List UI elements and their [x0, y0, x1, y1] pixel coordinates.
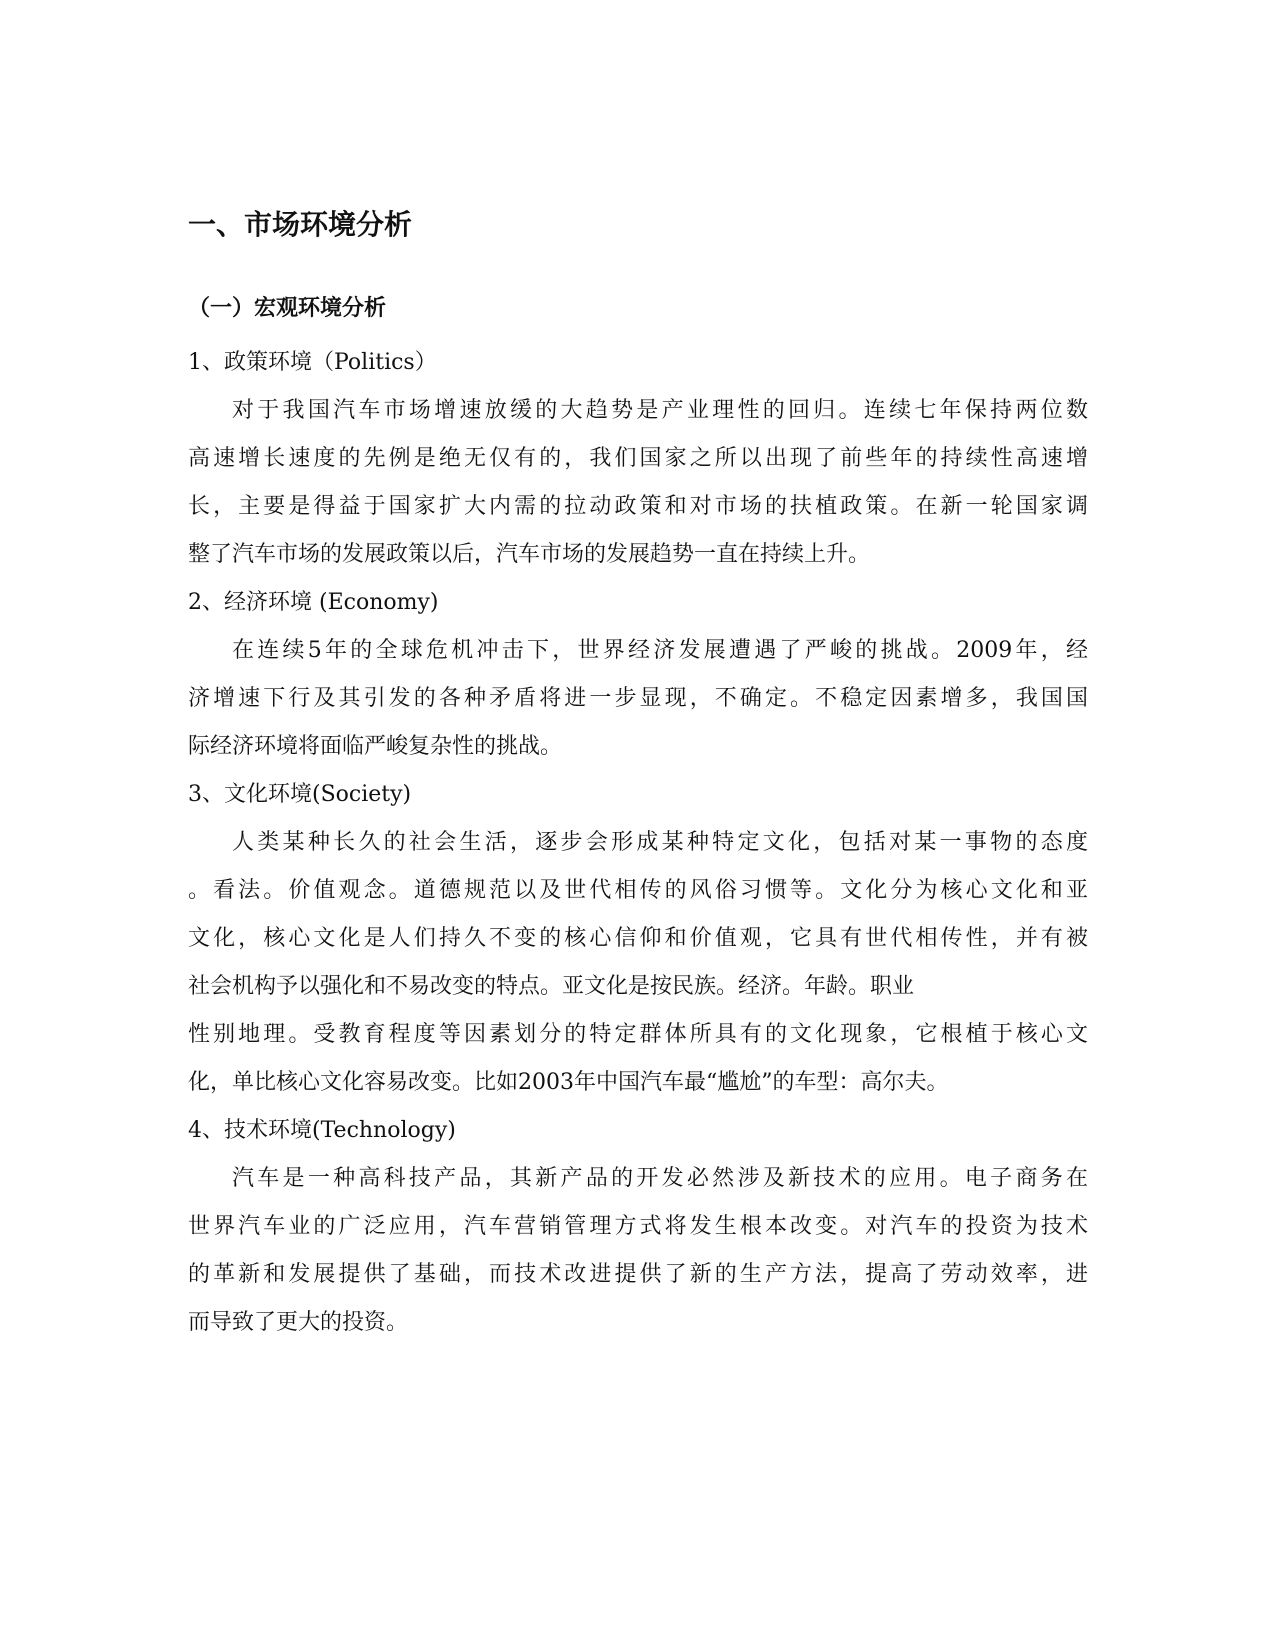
paragraph	[188, 387, 1088, 579]
paragraph-line: 。看法。价值观念。道德规范以及世代相传的风俗习惯等。文化分为核心文化和亚	[188, 878, 1088, 903]
paragraph-line: 文化，核心文化是人们持久不变的核心信仰和价值观，它具有世代相传性，并有被	[188, 926, 1088, 951]
section-heading: 1、政策环境（Politics）	[188, 350, 437, 375]
paragraph-line: 长，主要是得益于国家扩大内需的拉动政策和对市场的扶植政策。在新一轮国家调	[188, 494, 1088, 519]
section-heading: 2、经济环境 (Economy)	[188, 590, 439, 615]
section-subtitle: （一）宏观环境分析	[188, 296, 387, 321]
paragraph-line: 对于我国汽车市场增速放缓的大趋势是产业理性的回归。连续七年保持两位数	[232, 398, 1088, 423]
paragraph	[188, 627, 1088, 771]
paragraph-line: 汽车是一种高科技产品，其新产品的开发必然涉及新技术的应用。电子商务在	[232, 1166, 1088, 1191]
paragraph-line: 在连续5年的全球危机冲击下，世界经济发展遭遇了严峻的挑战。2009年，经	[232, 638, 1088, 663]
paragraph-line: 际经济环境将面临严峻复杂性的挑战。	[188, 734, 563, 759]
paragraph-line: 化，单比核心文化容易改变。比如2003年中国汽车最“尴尬”的车型：高尔夫。	[188, 1070, 949, 1095]
paragraph-line: 性别地理。受教育程度等因素划分的特定群体所具有的文化现象，它根植于核心文	[188, 1022, 1088, 1047]
document-content	[188, 205, 1088, 1347]
paragraph	[188, 819, 1088, 1107]
section-heading: 4、技术环境(Technology)	[188, 1118, 456, 1143]
paragraph-line: 济增速下行及其引发的各种矛盾将进一步显现，不确定。不稳定因素增多，我国国	[188, 686, 1088, 711]
paragraph-line: 整了汽车市场的发展政策以后，汽车市场的发展趋势一直在持续上升。	[188, 542, 871, 567]
section-heading: 3、文化环境(Society)	[188, 782, 412, 807]
paragraph-line: 人类某种长久的社会生活，逐步会形成某种特定文化，包括对某一事物的态度	[232, 830, 1088, 855]
paragraph	[188, 1155, 1088, 1347]
paragraph-line: 的革新和发展提供了基础，而技术改进提供了新的生产方法，提高了劳动效率，进	[188, 1262, 1088, 1287]
section-technology	[188, 1107, 1088, 1347]
paragraph-line: 世界汽车业的广泛应用，汽车营销管理方式将发生根本改变。对汽车的投资为技术	[188, 1214, 1088, 1239]
section-politics	[188, 339, 1088, 579]
paragraph-line: 社会机构予以强化和不易改变的特点。亚文化是按民族。经济。年龄。职业	[188, 974, 915, 999]
paragraph-line: 而导致了更大的投资。	[188, 1310, 409, 1335]
section-society	[188, 771, 1088, 1107]
page-title: 一、市场环境分析	[188, 208, 413, 241]
paragraph-line: 高速增长速度的先例是绝无仅有的，我们国家之所以出现了前些年的持续性高速增	[188, 446, 1088, 471]
section-economy	[188, 579, 1088, 771]
